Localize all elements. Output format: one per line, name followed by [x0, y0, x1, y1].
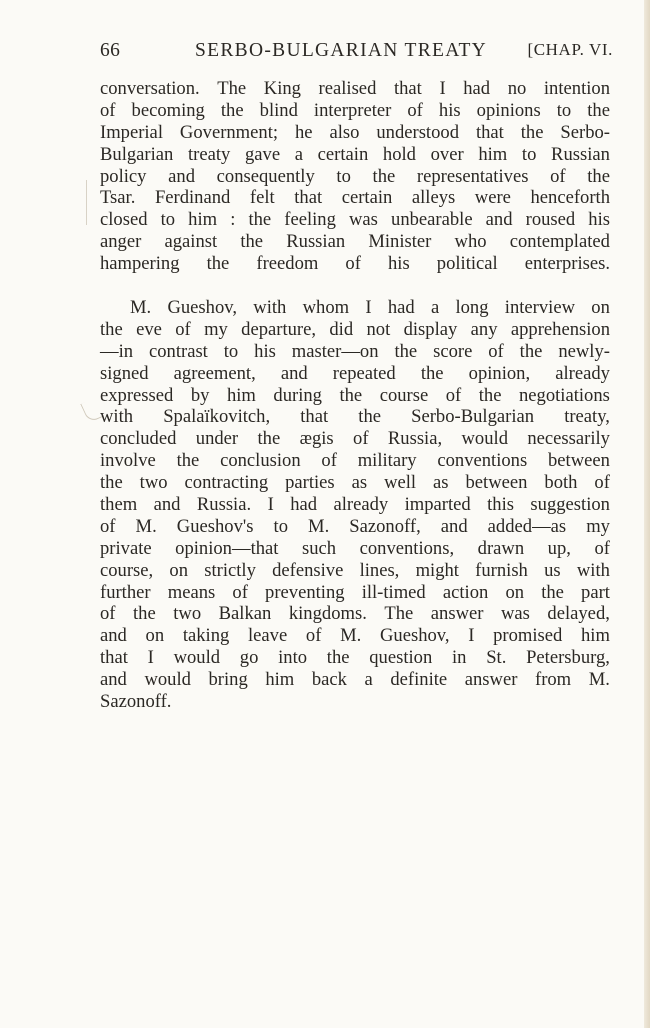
text-line: closed to him : the feeling was unbearable and roused his [100, 209, 610, 231]
text-line: the two contracting parties as well as between both of [100, 472, 610, 494]
paragraph-2 [100, 297, 610, 713]
text-line: signed agreement, and repeated the opinion, already [100, 362, 610, 384]
text-line: of the two Balkan kingdoms. The answer was delayed, [100, 603, 610, 625]
text-line: involve the conclusion of military conventions between [100, 450, 610, 472]
text-line: Sazonoff. [100, 691, 172, 713]
text-line: —in contrast to his master—on the score of the newly- [100, 340, 610, 362]
text-line: and on taking leave of M. Gueshov, I promised him [100, 625, 610, 647]
margin-mark [86, 180, 95, 225]
paragraph-1 [100, 78, 610, 275]
text-line: policy and consequently to the representatives of the [100, 165, 610, 187]
text-line: anger against the Russian Minister who contemplated [100, 231, 610, 253]
text-line: conversation. The King realised that I had no intention [100, 78, 610, 99]
text-line: Imperial Government; he also understood that the Serbo- [100, 121, 610, 143]
text-line: course, on strictly defensive lines, might furnish us with [100, 559, 610, 581]
text-line: the eve of my departure, did not display any apprehension [100, 318, 610, 340]
text-line: Bulgarian treaty gave a certain hold over him to Russian [100, 143, 610, 165]
text-line: of becoming the blind interpreter of his opinions to the [100, 99, 610, 121]
text-line: hampering the freedom of his political enterprises. [100, 253, 610, 275]
text-line: and would bring him back a definite answer from M. [100, 669, 610, 691]
text-line: Tsar. Ferdinand felt that certain alleys were henceforth [100, 187, 610, 209]
text-line: private opinion—that such conventions, drawn up, of [100, 537, 610, 559]
text-line: that I would go into the question in St. Petersburg, [100, 647, 610, 669]
body-text [100, 78, 610, 713]
text-line: of M. Gueshov's to M. Sazonoff, and added—as my [100, 515, 610, 537]
page-number: 66 [100, 40, 121, 61]
text-line: M. Gueshov, with whom I had a long interview on [130, 297, 610, 319]
text-line: with Spalaïkovitch, that the Serbo-Bulgarian treaty, [100, 406, 610, 428]
text-line: them and Russia. I had already imparted this suggestion [100, 494, 610, 516]
running-title: SERBO-BULGARIAN TREATY [195, 40, 488, 61]
chapter-label: [CHAP. VI. [527, 40, 613, 59]
text-line: further means of preventing ill-timed action on the part [100, 581, 610, 603]
text-line: concluded under the ægis of Russia, would necessarily [100, 428, 610, 450]
page-edge [644, 0, 650, 1028]
text-line: expressed by him during the course of the negotiations [100, 384, 610, 406]
